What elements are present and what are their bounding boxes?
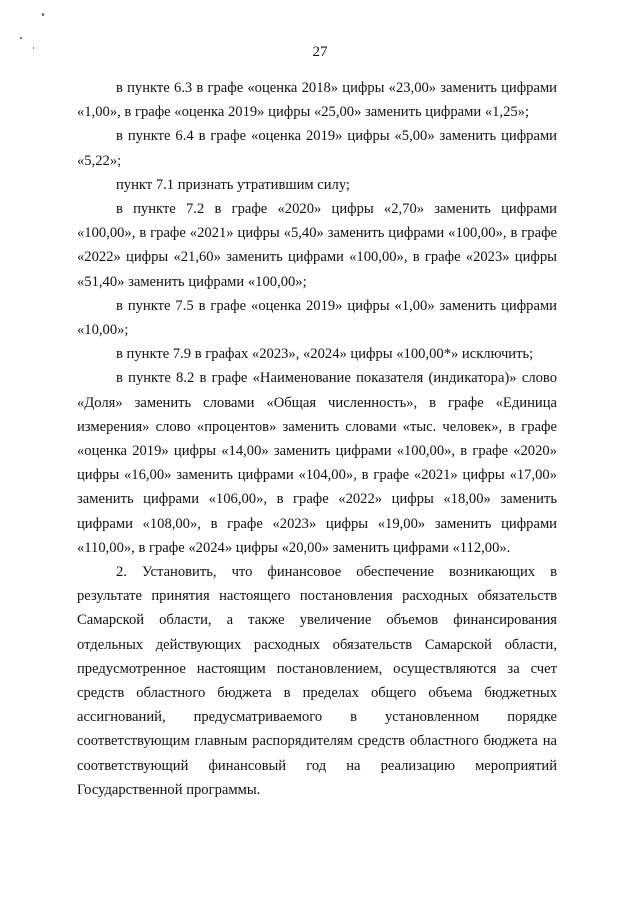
paragraph: 2. Установить, что финансовое обеспечение возникающих в результате принятия настоящего постановления расходных обязательств Самарской области, а также увеличение объемов финансирования отдельных действующих расходных обязательств Самарской области, предусмотренное настоящим постановлением, осуществляются за счет средств областного бюджета в пределах общего объема бюджетных ассигнований, предусматриваемого в установленном порядке соответствующим главным распорядителям средств областного бюджета на соответствующий финансовый год на реализацию мероприятий Государственной программы. — [77, 564, 557, 798]
paragraph: в пункте 7.2 в графе «2020» цифры «2,70» заменить цифрами «100,00», в графе «2021» цифры «5,40» заменить цифрами «100,00», в графе «2022» цифры «21,60» заменить цифрами «100,00», в графе «2023» цифры «51,40» заменить цифрами «100,00»; — [77, 201, 557, 290]
paragraph: пункт 7.1 признать утратившим силу; — [116, 176, 350, 193]
paragraph: в пункте 6.3 в графе «оценка 2018» цифры «23,00» заменить цифрами «1,00», в графе «оценка 2019» цифры «25,00» заменить цифрами «1,25»; — [77, 80, 557, 121]
paragraph: в пункте 7.9 в графах «2023», «2024» цифры «100,00*» исключить; — [116, 346, 534, 363]
paragraph: в пункте 8.2 в графе «Наименование показателя (индикатора)» слово «Доля» заменить словами «Общая численность», в графе «Единица измерения» слово «процентов» заменить словами «тыс. человек», в графе «оценка 2019» цифры «14,00» заменить цифрами «100,00», в графе «2020» цифры «16,00» заменить цифрами «104,00», в графе «2021» цифры «17,00» заменить цифрами «106,00», в графе «2022» цифры «18,00» заменить цифрами «108,00», в графе «2023» цифры «19,00» заменить цифрами «110,00», в графе «2024» цифры «20,00» заменить цифрами «112,00». — [77, 370, 557, 556]
document-body — [77, 76, 557, 802]
scan-speck — [42, 13, 44, 16]
scan-speck — [20, 37, 22, 39]
paragraph: в пункте 6.4 в графе «оценка 2019» цифры «5,00» заменить цифрами «5,22»; — [77, 128, 557, 169]
paragraph: в пункте 7.5 в графе «оценка 2019» цифры «1,00» заменить цифрами «10,00»; — [77, 297, 557, 339]
page-number: 27 — [312, 44, 328, 60]
